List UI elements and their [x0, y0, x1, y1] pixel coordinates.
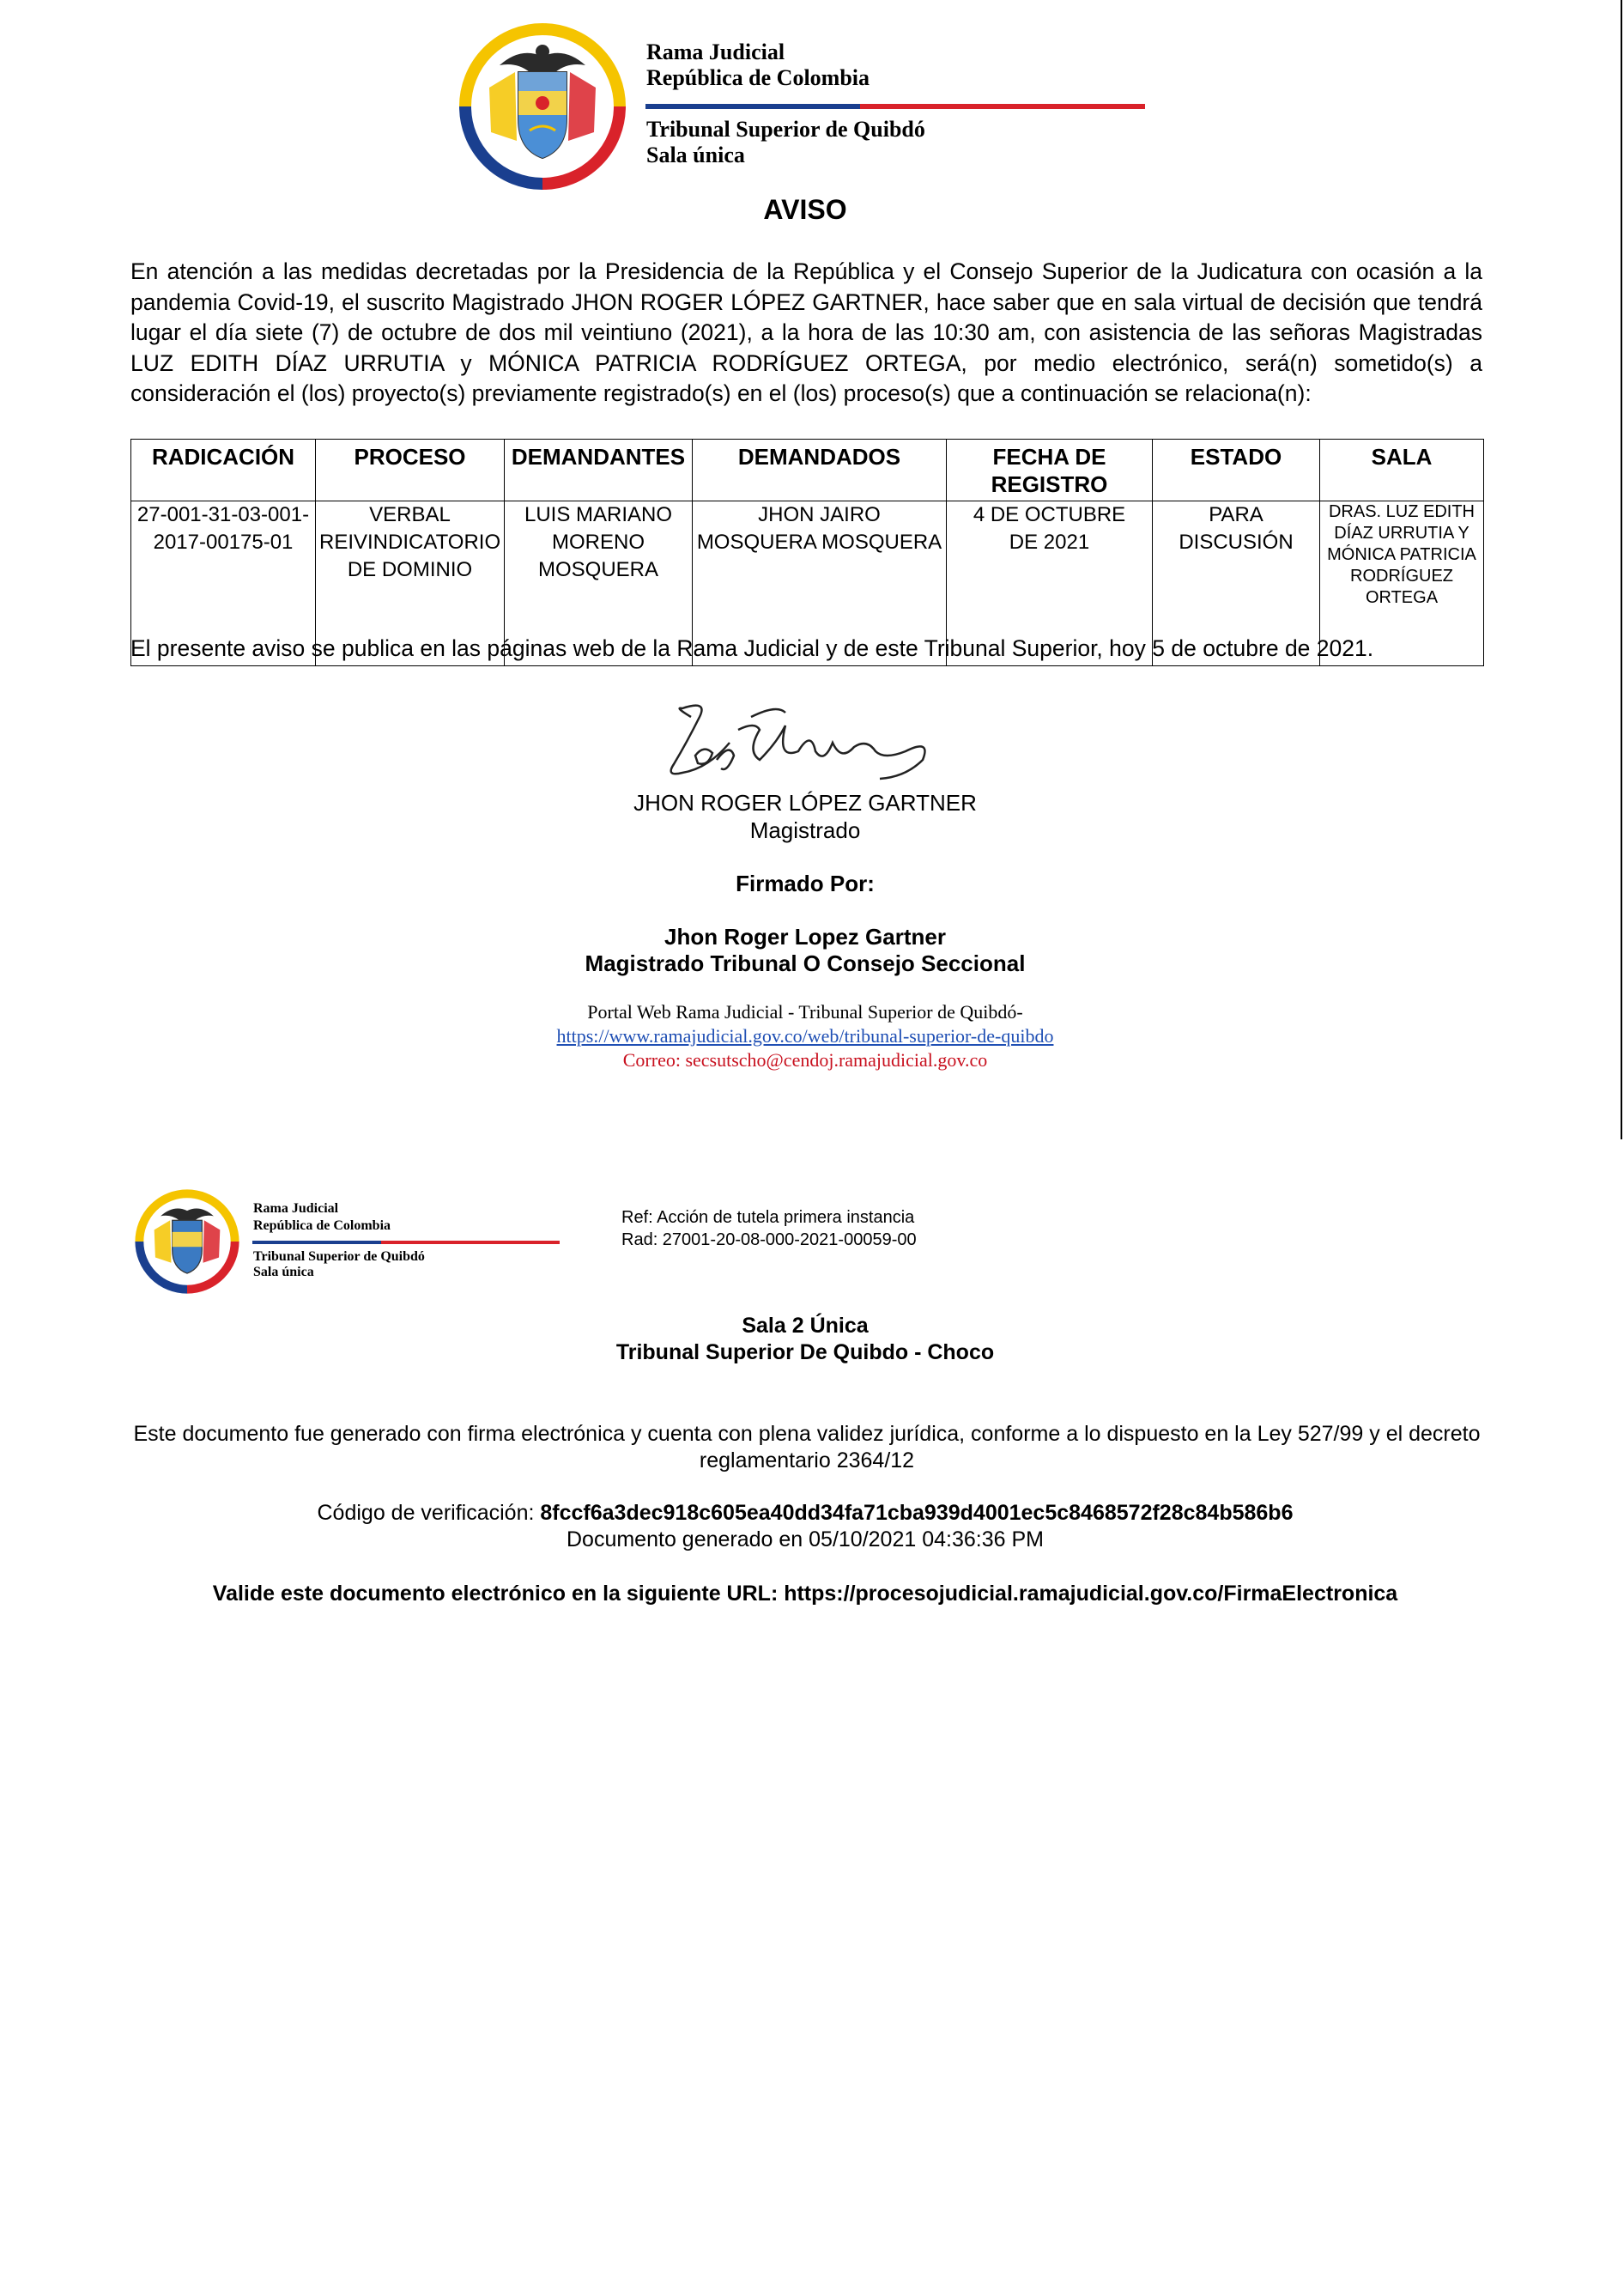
header-divider-blue	[645, 104, 860, 109]
col-header-fecha-registro: FECHA DE REGISTRO	[947, 440, 1153, 501]
sala-line-2: Tribunal Superior De Quibdo - Choco	[615, 1340, 995, 1364]
header2-line-1: Rama Judicial	[253, 1201, 339, 1216]
verification-line	[0, 1501, 1610, 1526]
col-header-estado: ESTADO	[1153, 440, 1320, 501]
cell-estado: PARA DISCUSIÓN	[1153, 501, 1320, 666]
col-header-demandantes: DEMANDANTES	[505, 440, 693, 501]
signed-by-label: Firmado Por:	[736, 871, 875, 896]
header-text-2	[646, 117, 925, 168]
validate-text: Valide este documento electrónico en la siguiente URL: https://procesojudicial.ramajudicial.gov.co/FirmaElectronica	[212, 1582, 1398, 1606]
header2-line-3: Tribunal Superior de Quibdó	[253, 1249, 425, 1264]
header-logo	[448, 12, 637, 201]
ref-text: Ref: Acción de tutela primera instancia	[621, 1208, 915, 1227]
electronic-text: Este documento fue generado con firma electrónica y cuenta con plena validez jurídica, conforme a lo dispuesto en la Ley 527/99 y el decreto reglamentario 2364/12	[133, 1422, 1481, 1472]
header2-line-2: República de Colombia	[253, 1218, 391, 1233]
cell-sala: DRAS. LUZ EDITH DÍAZ URRUTIA Y MÓNICA PATRICIA RODRÍGUEZ ORTEGA	[1320, 501, 1484, 666]
cell-radicacion: 27-001-31-03-001-2017-00175-01	[131, 501, 316, 666]
email-text: Correo: secsutscho@cendoj.ramajudicial.gov.co	[622, 1049, 988, 1071]
col-header-sala: SALA	[1320, 440, 1484, 501]
sala-line-1: Sala 2 Única	[742, 1314, 869, 1338]
cell-fecha-registro: 4 DE OCTUBRE DE 2021	[947, 501, 1153, 666]
header-text	[646, 39, 870, 91]
cell-proceso: VERBAL REIVINDICATORIO DE DOMINIO	[316, 501, 505, 666]
signer-role: Magistrado	[749, 817, 861, 843]
header-divider-red	[860, 104, 1145, 109]
header2-divider-blue	[252, 1241, 381, 1244]
aviso-paragraph: En atención a las medidas decretadas por la Presidencia de la República y el Consejo Superior de la Judicatura con ocasión a la pandemia Covid-19, el suscrito Magistrado JHON ROGER LÓPEZ GARTNER, hace saber que en sala virtual de decisión que tendrá lugar el día siete (7) de octubre de dos mil veintiuno (2021), a la hora de las 10:30 am, con asistencia de las señoras Magistradas LUZ EDITH DÍAZ URRUTIA y MÓNICA PATRICIA RODRÍGUEZ ORTEGA, por medio electrónico, será(n) sometido(s) a consideración el (los) proyecto(s) previamente registrado(s) en el (los) proceso(s) que a continuación se relaciona(n):	[130, 258, 1482, 406]
header2-ref	[621, 1206, 917, 1251]
header-line-3: Tribunal Superior de Quibdó	[646, 117, 925, 142]
table-header-row	[131, 440, 1484, 501]
header-line-1: Rama Judicial	[646, 39, 785, 64]
page-edge-rule	[1621, 0, 1622, 1139]
publication-text: El presente aviso se publica en las páginas web de la Rama Judicial y de este Tribunal Superior, hoy 5 de octubre de 2021.	[130, 635, 1374, 661]
col-header-radicacion: RADICACIÓN	[131, 440, 316, 501]
header2-line-4: Sala única	[253, 1265, 314, 1279]
header-line-2: República de Colombia	[646, 65, 870, 90]
rad-text: Rad: 27001-20-08-000-2021-00059-00	[621, 1230, 917, 1249]
col-header-proceso: PROCESO	[316, 440, 505, 501]
header-line-4: Sala única	[646, 143, 745, 167]
aviso-title: AVISO	[763, 194, 847, 225]
portal-text: Portal Web Rama Judicial - Tribunal Superior de Quibdó-	[587, 1001, 1023, 1023]
header2-text-2	[253, 1249, 425, 1280]
generated-text: Documento generado en 05/10/2021 04:36:36 PM	[567, 1527, 1044, 1551]
verification-label: Código de verificación:	[317, 1501, 535, 1525]
colombia-coat-of-arms-small-icon	[129, 1183, 245, 1300]
handwritten-signature	[648, 691, 940, 786]
signed-name: Jhon Roger Lopez Gartner	[664, 924, 946, 950]
header2-text	[253, 1200, 391, 1235]
verification-code: 8fccf6a3dec918c605ea40dd34fa71cba939d4001ec5c8468572f28c84b586b6	[540, 1501, 1294, 1525]
cases-table	[130, 439, 1484, 666]
cell-demandados: JHON JAIRO MOSQUERA MOSQUERA	[693, 501, 947, 666]
header2-logo	[129, 1183, 245, 1300]
col-header-demandados: DEMANDADOS	[693, 440, 947, 501]
colombia-coat-of-arms-icon	[448, 12, 637, 201]
header2-divider-red	[381, 1241, 560, 1244]
signer-name: JHON ROGER LÓPEZ GARTNER	[633, 790, 977, 816]
cell-demandantes: LUIS MARIANO MORENO MOSQUERA	[505, 501, 693, 666]
portal-link[interactable]: https://www.ramajudicial.gov.co/web/tribunal-superior-de-quibdo	[556, 1025, 1054, 1047]
signed-role: Magistrado Tribunal O Consejo Seccional	[585, 950, 1026, 976]
